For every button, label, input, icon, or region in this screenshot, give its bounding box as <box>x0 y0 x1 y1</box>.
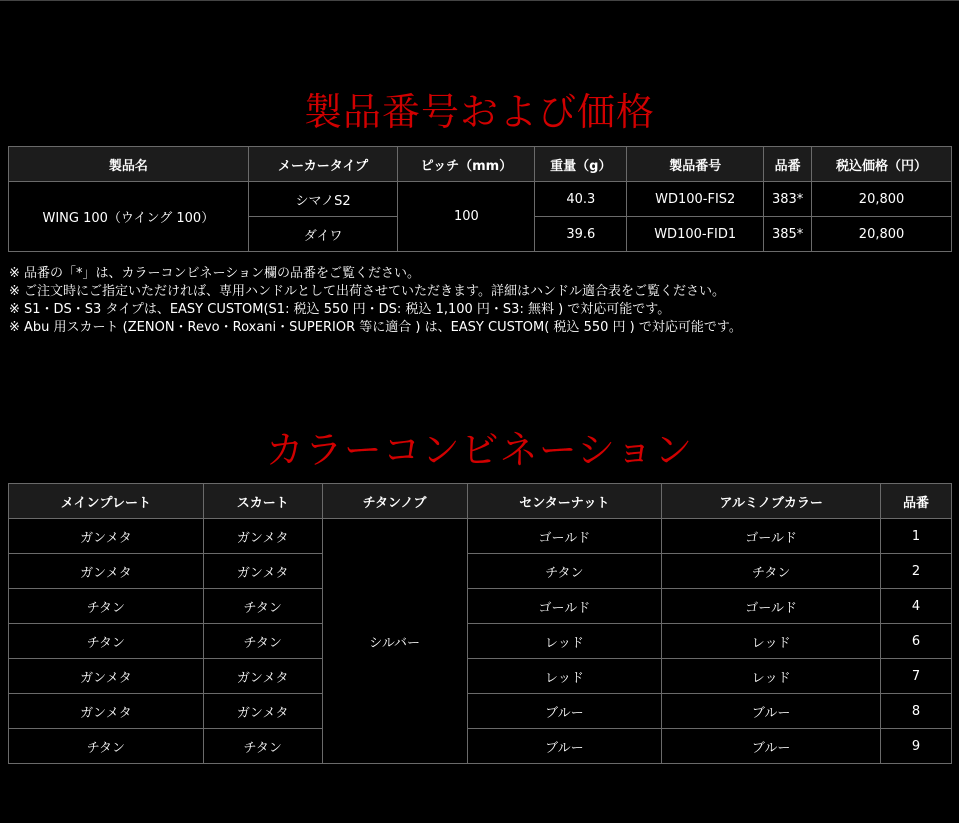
nut-cell: ブルー <box>467 729 662 764</box>
nut-cell: ブルー <box>467 694 662 729</box>
page <box>0 1 959 823</box>
header-pitch: ピッチ（mm） <box>398 147 535 182</box>
header-price: 税込価格（円） <box>812 147 952 182</box>
product-section-title: 製品番号および価格 <box>303 90 655 134</box>
plate-cell: チタン <box>9 589 204 624</box>
part-cell: 7 <box>881 659 952 694</box>
table-row <box>9 554 952 589</box>
part-cell: 4 <box>881 589 952 624</box>
alumi-cell: レッド <box>662 659 881 694</box>
alumi-cell: ブルー <box>662 729 881 764</box>
alumi-cell: チタン <box>662 554 881 589</box>
part-cell: 1 <box>881 519 952 554</box>
nut-cell: ゴールド <box>467 519 662 554</box>
header-titanium-knob: チタンノブ <box>322 484 467 519</box>
skirt-cell: チタン <box>203 624 322 659</box>
header-alumi-knob-color: アルミノブカラー <box>662 484 881 519</box>
nut-cell: チタン <box>467 554 662 589</box>
table-row <box>9 729 952 764</box>
alumi-cell: レッド <box>662 624 881 659</box>
table-row <box>9 519 952 554</box>
note-line: ※ ご注文時にご指定いただければ、専用ハンドルとして出荷させていただきます。詳細はハンドル適合表をご覧ください。 <box>9 284 725 299</box>
skirt-cell: ガンメタ <box>203 694 322 729</box>
plate-cell: チタン <box>9 624 204 659</box>
plate-cell: チタン <box>9 729 204 764</box>
header-main-plate: メインプレート <box>9 484 204 519</box>
nut-cell: レッド <box>467 659 662 694</box>
table-row <box>9 589 952 624</box>
plate-cell: ガンメタ <box>9 659 204 694</box>
product-table-header-row <box>9 147 952 182</box>
alumi-cell: ゴールド <box>662 589 881 624</box>
alumi-cell: ブルー <box>662 694 881 729</box>
header-product-name: 製品名 <box>9 147 249 182</box>
header-product-code: 製品番号 <box>627 147 764 182</box>
color-table <box>8 483 952 764</box>
skirt-cell: チタン <box>203 589 322 624</box>
note-line: ※ S1・DS・S3 タイプは、EASY CUSTOM(S1: 税込 550 円・DS: 税込 1,100 円・S3: 無料 ) で対応可能です。 <box>9 302 671 317</box>
weight-cell: 40.3 <box>535 182 627 217</box>
price-cell: 20,800 <box>812 217 952 252</box>
notes <box>9 265 742 337</box>
plate-cell: ガンメタ <box>9 519 204 554</box>
part-cell: 385* <box>764 217 812 252</box>
skirt-cell: ガンメタ <box>203 519 322 554</box>
table-row <box>9 624 952 659</box>
table-row <box>9 694 952 729</box>
plate-cell: ガンメタ <box>9 694 204 729</box>
skirt-cell: ガンメタ <box>203 554 322 589</box>
header-part-number: 品番 <box>881 484 952 519</box>
knob-cell: シルバー <box>322 519 467 764</box>
header-maker-type: メーカータイプ <box>248 147 398 182</box>
maker-cell: ダイワ <box>248 217 398 252</box>
nut-cell: ゴールド <box>467 589 662 624</box>
part-cell: 6 <box>881 624 952 659</box>
header-skirt: スカート <box>203 484 322 519</box>
pitch-cell: 100 <box>398 182 535 252</box>
code-cell: WD100-FIS2 <box>627 182 764 217</box>
note-line: ※ Abu 用スカート (ZENON・Revo・Roxani・SUPERIOR 等に適合 ) は、EASY CUSTOM( 税込 550 円 ) で対応可能です。 <box>9 320 742 335</box>
plate-cell: ガンメタ <box>9 554 204 589</box>
header-weight: 重量（g） <box>535 147 627 182</box>
product-name-cell: WING 100（ウイング 100） <box>9 182 249 252</box>
table-row <box>9 659 952 694</box>
color-table-header-row <box>9 484 952 519</box>
part-cell: 9 <box>881 729 952 764</box>
note-line: ※ 品番の「*」は、カラーコンビネーション欄の品番をご覧ください。 <box>9 266 421 281</box>
weight-cell: 39.6 <box>535 217 627 252</box>
product-table <box>8 146 952 252</box>
nut-cell: レッド <box>467 624 662 659</box>
part-cell: 2 <box>881 554 952 589</box>
header-center-nut: センターナット <box>467 484 662 519</box>
maker-cell: シマノS2 <box>248 182 398 217</box>
part-cell: 383* <box>764 182 812 217</box>
color-section-title: カラーコンビネーション <box>265 428 694 472</box>
skirt-cell: ガンメタ <box>203 659 322 694</box>
code-cell: WD100-FID1 <box>627 217 764 252</box>
table-row <box>9 182 952 217</box>
part-cell: 8 <box>881 694 952 729</box>
price-cell: 20,800 <box>812 182 952 217</box>
alumi-cell: ゴールド <box>662 519 881 554</box>
header-part-number: 品番 <box>764 147 812 182</box>
skirt-cell: チタン <box>203 729 322 764</box>
